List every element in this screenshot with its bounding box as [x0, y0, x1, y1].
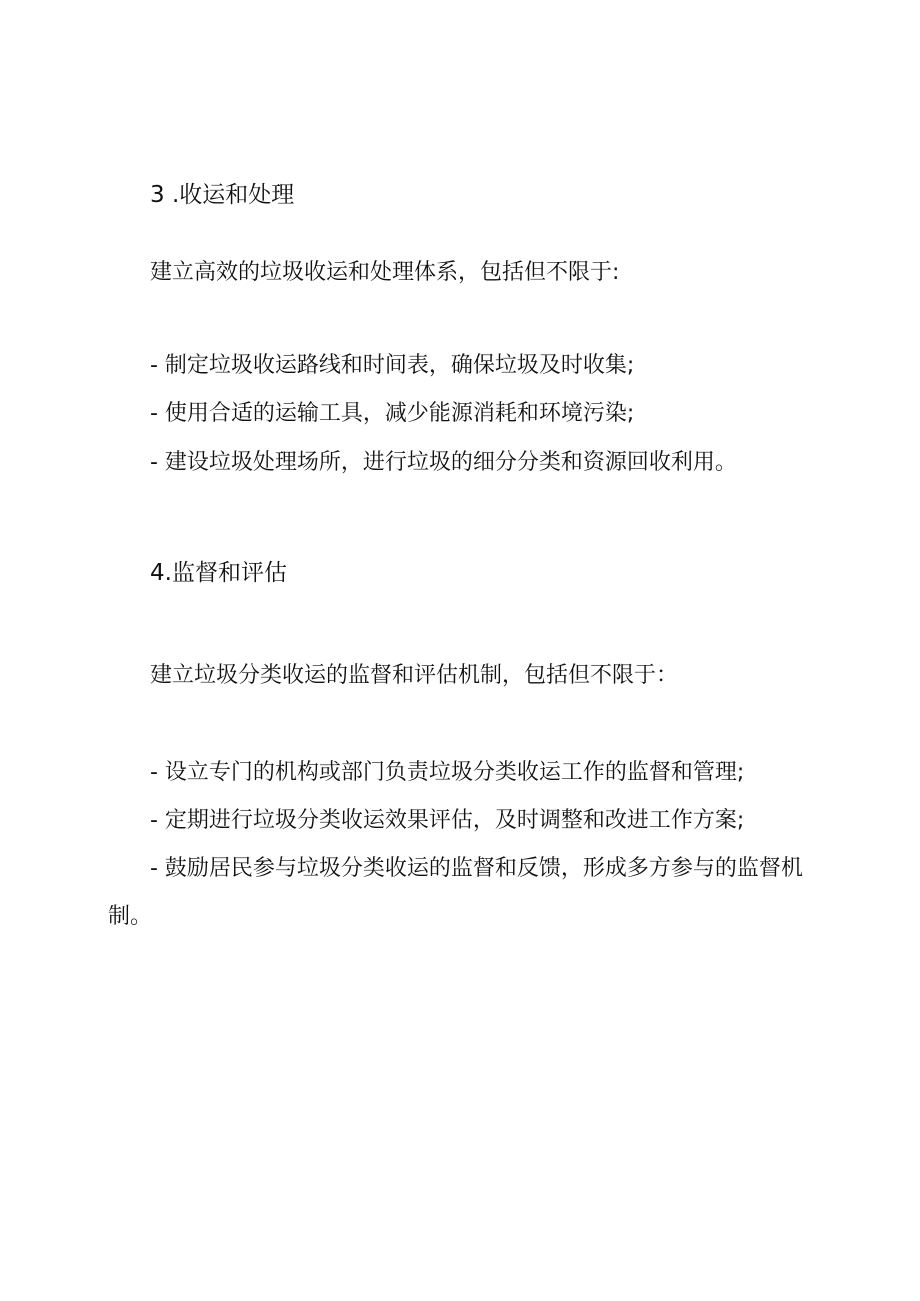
section-3-item-3: - 建设垃圾处理场所，进行垃圾的细分分类和资源回收利用。: [150, 450, 737, 475]
section-4-item-2: - 定期进行垃圾分类收运效果评估，及时调整和改进工作方案;: [150, 808, 745, 833]
section-4-heading: 4.监督和评估: [150, 560, 287, 586]
section-3-item-2: - 使用合适的运输工具，减少能源消耗和环境污染;: [150, 401, 635, 426]
section-3-heading: 3 .收运和处理: [150, 182, 295, 208]
section-4-item-3: - 鼓励居民参与垃圾分类收运的监督和反馈，形成多方参与的监督机制。: [108, 856, 803, 929]
section-3-intro: 建立高效的垃圾收运和处理体系，包括但不限于:: [150, 260, 620, 285]
section-4-intro: 建立垃圾分类收运的监督和评估机制，包括但不限于：: [150, 663, 679, 688]
section-4-item-1: - 设立专门的机构或部门负责垃圾分类收运工作的监督和管理;: [150, 760, 745, 785]
section-3-item-1: - 制定垃圾收运路线和时间表，确保垃圾及时收集;: [150, 353, 635, 378]
